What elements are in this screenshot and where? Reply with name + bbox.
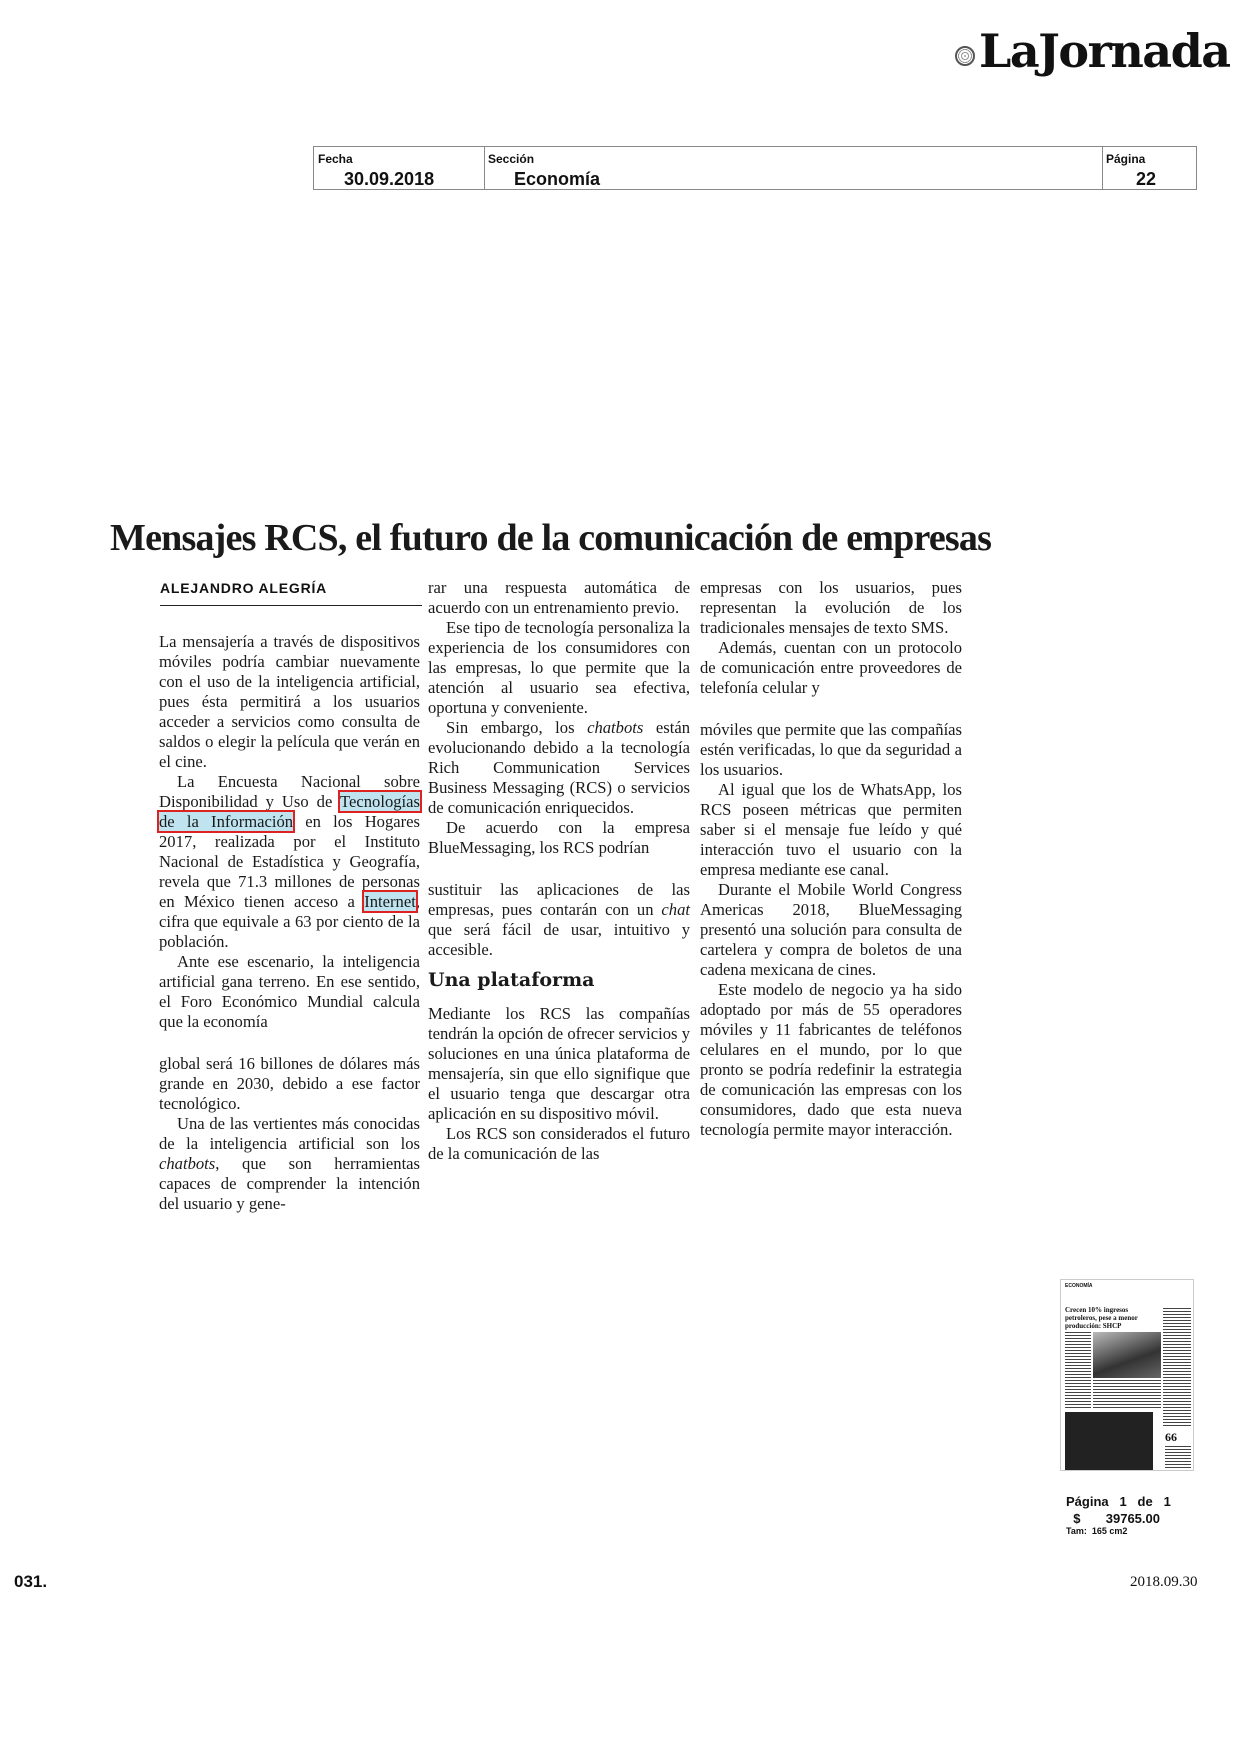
paragraph: Ese tipo de tecnología personaliza la experiencia de los consumidores con las empresas, lo que permite que la atención al usuario sea efectiva, oportuna y conveniente. (428, 618, 690, 717)
thumbnail-dark-block (1065, 1412, 1153, 1470)
page-cell (1102, 147, 1196, 189)
page-count (1066, 1494, 1171, 1509)
thumbnail-text-block (1165, 1446, 1191, 1468)
paragraph: Este modelo de negocio ya ha sido adoptado por más de 55 operadores móviles y 11 fabricantes de teléfonos celulares en el mundo, por lo que pronto se podría redefinir la estrategia de comunicación las empresas con los consumidores, dado que esta nueva tecnología permite mayor interacción. (700, 980, 962, 1139)
paragraph: Además, cuentan con un protocolo de comunicación entre proveedores de telefonía celular y (700, 638, 962, 697)
article-headline: Mensajes RCS, el futuro de la comunicación de empresas (110, 517, 992, 559)
price-amount: 39765.00 (1105, 1511, 1160, 1526)
column-gap (700, 698, 962, 720)
byline: ALEJANDRO ALEGRÍA (160, 580, 328, 596)
article-column-1 (159, 632, 420, 1214)
page-current: 1 (1119, 1494, 1127, 1509)
text-run: que será fácil de usar, intuitivo y accesible. (428, 920, 690, 959)
text-run: , que son herramientas capaces de comprender la intención del usuario y gene- (159, 1154, 420, 1213)
page-of: de (1137, 1494, 1153, 1509)
paragraph: La mensajería a través de dispositivos móviles podría cambiar nuevamente con el uso de la inteligencia artificial, pues ésta permitirá a los usuarios acceder a servicios como consulta de saldos o elegir la película que verán en el cine. (159, 632, 420, 771)
paragraph: Ante ese escenario, la inteligencia artificial gana terreno. En ese sentido, el Foro Económico Mundial calcula que la economía (159, 952, 420, 1031)
date-value: 30.09.2018 (344, 169, 435, 189)
clipping-code: 031. (14, 1572, 48, 1591)
thumbnail-section: ECONOMÍA (1065, 1283, 1093, 1289)
text-run: en los Hogares 2017, realizada por el Instituto Nacional de Estadística y Geografía, revela que 71.3 millones de personas en México tienen acceso a (159, 812, 420, 911)
article-column-2 (428, 578, 690, 1164)
newspaper-logo (955, 24, 1230, 84)
paragraph: Los RCS son considerados el futuro de la comunicación de las (428, 1124, 690, 1163)
paragraph: Mediante los RCS las compañías tendrán la opción de ofrecer servicios y soluciones en una única plataforma de mensajería, sin que ello signifique que el usuario tenga que descargar otra aplicación en su dispositivo móvil. (428, 1004, 690, 1123)
size-label: Tam: (1066, 1526, 1087, 1536)
date-label: Fecha (318, 152, 353, 166)
article-column-3 (700, 578, 962, 1140)
emphasis: chatbots (159, 1154, 216, 1173)
logo-text: LaJornada (979, 24, 1230, 78)
paragraph: global será 16 billones de dólares más grande en 2030, debido a ese factor tecnológico. (159, 1054, 420, 1113)
section-cell (484, 147, 1103, 189)
thumbnail-text-block (1065, 1332, 1091, 1408)
paragraph: móviles que permite que las compañías estén verificadas, lo que da seguridad a los usuarios. (700, 720, 962, 779)
subheading: Una plataforma (428, 969, 595, 991)
footer-date: 2018.09.30 (1130, 1574, 1198, 1590)
page-value: 22 (1136, 169, 1157, 189)
size-value: 165 cm2 (1091, 1526, 1128, 1536)
page-info (1066, 1494, 1171, 1536)
thumbnail-photo (1093, 1332, 1161, 1378)
paragraph: Al igual que los de WhatsApp, los RCS poseen métricas que permiten saber si el mensaje fue leído y qué interacción tuvo el usuario con la empresa mediante ese canal. (700, 780, 962, 879)
thumbnail-title: Crecen 10% ingresos petroleros, pese a menor producción: SHCP (1065, 1306, 1138, 1330)
paragraph: De acuerdo con la empresa BlueMessaging, los RCS podrían (428, 818, 690, 857)
page-count-label: Página (1066, 1494, 1109, 1509)
text-run: están evolucionando debido a la tecnología Rich Communication Services Business Messaging (RCS) o servicios de comunicación enriquecidos. (428, 718, 690, 817)
clipping-info-table (313, 146, 1197, 190)
section-value: Economía (514, 169, 601, 189)
text-run: , cifra que equivale a 63 por ciento de la población. (159, 892, 420, 951)
thumbnail-text-block (1163, 1308, 1191, 1426)
seal-icon (955, 46, 975, 66)
paragraph (428, 718, 690, 818)
paragraph (159, 772, 420, 952)
price (1066, 1511, 1171, 1526)
page-thumbnail[interactable] (1060, 1279, 1194, 1471)
paragraph: rar una respuesta automática de acuerdo con un entrenamiento previo. (428, 578, 690, 617)
text-run: La Encuesta Nacional sobre Disponibilidad y Uso de (159, 772, 420, 811)
section-label: Sección (488, 152, 535, 166)
column-gap (159, 1032, 420, 1054)
currency-symbol: $ (1073, 1511, 1081, 1526)
page-label: Página (1106, 152, 1146, 166)
size (1066, 1526, 1171, 1536)
text-run: sustituir las aplicaciones de las empresas, pues contarán con un (428, 880, 690, 919)
paragraph: empresas con los usuarios, pues representan la evolución de los tradicionales mensajes de texto SMS. (700, 578, 962, 637)
date-cell (314, 147, 485, 189)
highlighted-term: Tecnologías de la Información (159, 792, 420, 831)
emphasis: chat (661, 900, 690, 919)
paragraph (428, 880, 690, 960)
highlighted-term: Internet (364, 892, 416, 911)
thumbnail-text-block (1093, 1380, 1161, 1408)
page-total: 1 (1163, 1494, 1171, 1509)
text-run: Una de las vertientes más conocidas de la inteligencia artificial son los (159, 1114, 420, 1153)
thumbnail-quote-mark: 66 (1165, 1430, 1177, 1444)
emphasis: chatbots (587, 718, 644, 737)
paragraph: Durante el Mobile World Congress Americas 2018, BlueMessaging presentó una solución para consulta de cartelera y compra de boletos de una cadena mexicana de cines. (700, 880, 962, 979)
byline-rule (160, 605, 422, 606)
paragraph (159, 1114, 420, 1214)
column-gap (428, 858, 690, 880)
text-run: Sin embargo, los (446, 718, 588, 737)
